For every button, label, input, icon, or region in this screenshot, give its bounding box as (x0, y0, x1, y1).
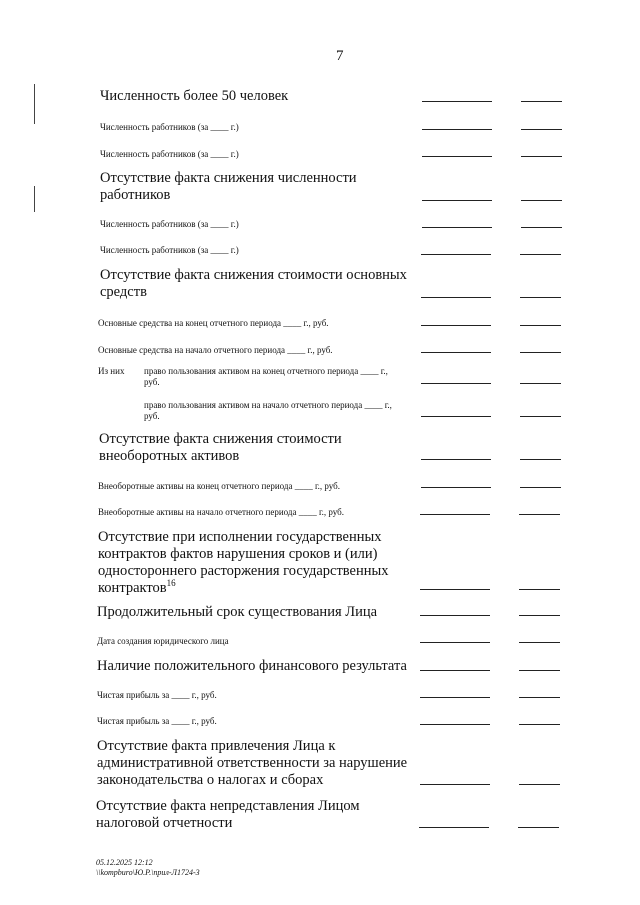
criterion-no-staff-decrease: Отсутствие факта снижения численности работников (100, 170, 357, 203)
margin-mark (34, 84, 35, 124)
footer-file-path: \\kompburo\Ю.Р.\прил-Л1724-3 (96, 868, 200, 877)
value-blank-col2[interactable] (521, 129, 562, 130)
value-blank-col1[interactable] (422, 200, 492, 201)
value-blank-col2[interactable] (519, 642, 560, 643)
value-blank-col1[interactable] (419, 827, 489, 828)
of-which-label: Из них (98, 366, 125, 376)
staff-count-row: Численность работников (за ____ г.) (100, 122, 239, 132)
staff-count-row: Численность работников (за ____ г.) (100, 245, 239, 255)
value-blank-col2[interactable] (519, 615, 560, 616)
net-profit-row: Чистая прибыль за ____ г., руб. (97, 716, 217, 726)
criterion-positive-result: Наличие положительного финансового результата (97, 658, 407, 674)
value-blank-col1[interactable] (421, 352, 491, 353)
criterion-staff-over-50: Численность более 50 человек (100, 88, 289, 104)
value-blank-col2[interactable] (520, 383, 561, 384)
value-blank-col2[interactable] (520, 416, 561, 417)
value-blank-col2[interactable] (520, 254, 561, 255)
value-blank-col1[interactable] (421, 416, 491, 417)
margin-mark (34, 186, 35, 212)
criterion-no-noncurrent-assets-decrease: Отсутствие факта снижения стоимости внеоборотных активов (99, 431, 342, 464)
net-profit-row: Чистая прибыль за ____ г., руб. (97, 690, 217, 700)
fixed-assets-end-row: Основные средства на конец отчетного периода ____ г., руб. (98, 318, 329, 328)
value-blank-col2[interactable] (520, 352, 561, 353)
value-blank-col2[interactable] (521, 156, 562, 157)
page-number: 7 (336, 48, 344, 64)
value-blank-col1[interactable] (420, 514, 490, 515)
noncurrent-assets-end-row: Внеоборотные активы на конец отчетного периода ____ г., руб. (98, 481, 340, 491)
value-blank-col2[interactable] (520, 297, 561, 298)
value-blank-col2[interactable] (520, 487, 561, 488)
value-blank-col2[interactable] (521, 200, 562, 201)
value-blank-col2[interactable] (519, 589, 560, 590)
value-blank-col1[interactable] (422, 101, 492, 102)
value-blank-col2[interactable] (520, 325, 561, 326)
value-blank-col1[interactable] (420, 670, 490, 671)
value-blank-col1[interactable] (421, 325, 491, 326)
value-blank-col1[interactable] (420, 784, 490, 785)
value-blank-col1[interactable] (421, 383, 491, 384)
incorporation-date-row: Дата создания юридического лица (97, 636, 229, 646)
value-blank-col1[interactable] (420, 697, 490, 698)
criterion-no-contract-violations: Отсутствие при исполнении государственных контрактов фактов нарушения сроков и (или) одностороннего расторжения государственных контрактов$^{16}$ (98, 529, 389, 596)
value-blank-col2[interactable] (519, 514, 560, 515)
value-blank-col1[interactable] (421, 254, 491, 255)
value-blank-col1[interactable] (420, 589, 490, 590)
value-blank-col2[interactable] (520, 459, 561, 460)
value-blank-col1[interactable] (422, 129, 492, 130)
value-blank-col2[interactable] (521, 101, 562, 102)
fixed-assets-start-row: Основные средства на начало отчетного периода ____ г., руб. (98, 345, 333, 355)
value-blank-col2[interactable] (521, 227, 562, 228)
value-blank-col2[interactable] (519, 784, 560, 785)
value-blank-col2[interactable] (519, 724, 560, 725)
criterion-no-reporting-failure: Отсутствие факта непредставления Лицом налоговой отчетности (96, 798, 360, 831)
value-blank-col1[interactable] (420, 642, 490, 643)
value-blank-col1[interactable] (421, 487, 491, 488)
criterion-no-tax-liability: Отсутствие факта привлечения Лица к административной ответственности за нарушение законодательства о налогах и сборах (97, 738, 408, 788)
criterion-no-fixed-assets-decrease: Отсутствие факта снижения стоимости основных средств (100, 267, 407, 300)
value-blank-col1[interactable] (422, 156, 492, 157)
staff-count-row: Численность работников (за ____ г.) (100, 149, 239, 159)
value-blank-col2[interactable] (519, 670, 560, 671)
noncurrent-assets-start-row: Внеоборотные активы на начало отчетного периода ____ г., руб. (98, 507, 344, 517)
right-of-use-end-row: право пользования активом на конец отчетного периода ____ г., руб. (144, 366, 388, 387)
value-blank-col1[interactable] (421, 297, 491, 298)
staff-count-row: Численность работников (за ____ г.) (100, 219, 239, 229)
value-blank-col2[interactable] (518, 827, 559, 828)
footnote-ref: 16 (166, 578, 176, 589)
footer-date: 05.12.2025 12:12 (96, 858, 153, 867)
criterion-long-existence: Продолжительный срок существования Лица (97, 604, 378, 620)
right-of-use-start-row: право пользования активом на начало отчетного периода ____ г., руб. (144, 400, 392, 421)
value-blank-col1[interactable] (421, 459, 491, 460)
value-blank-col1[interactable] (422, 227, 492, 228)
value-blank-col1[interactable] (420, 724, 490, 725)
value-blank-col1[interactable] (420, 615, 490, 616)
value-blank-col2[interactable] (519, 697, 560, 698)
